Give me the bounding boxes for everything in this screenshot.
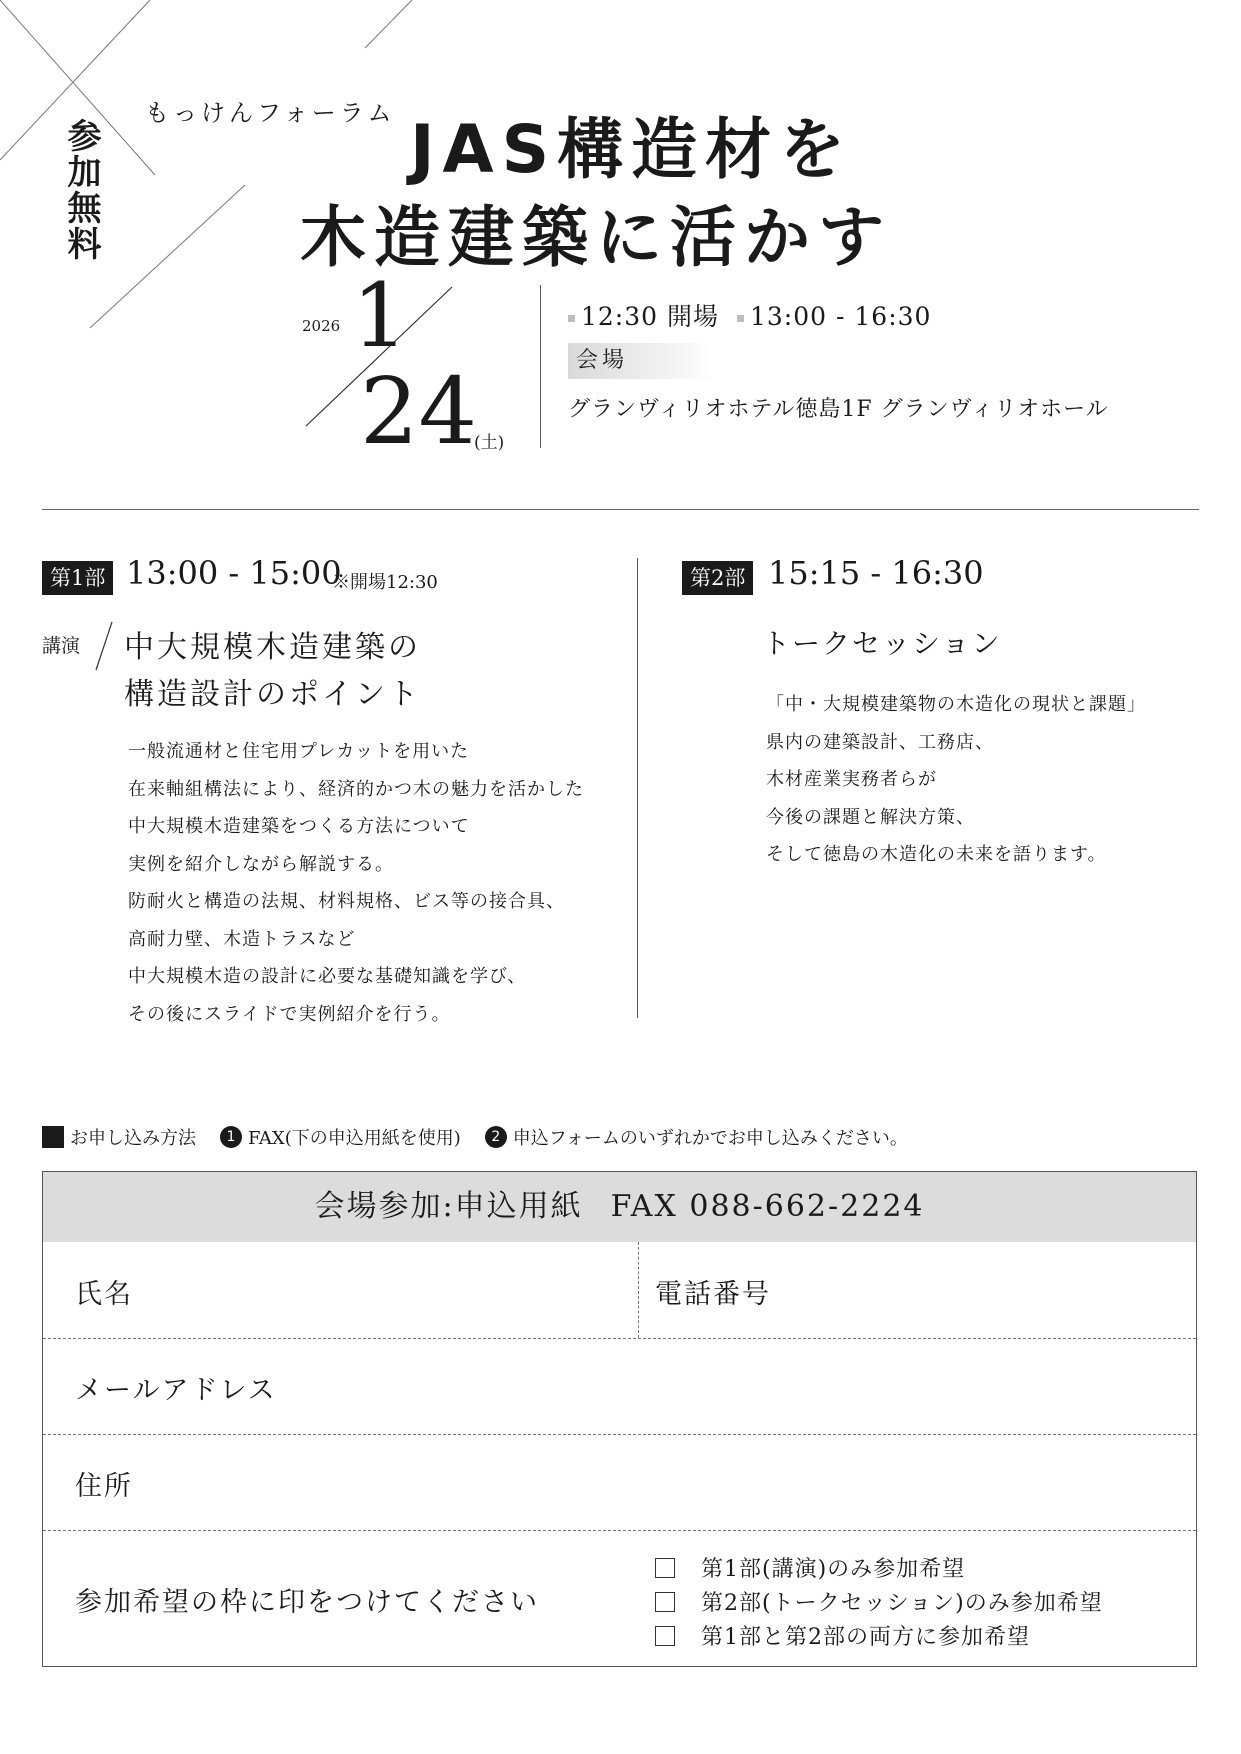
event-month: 1	[352, 264, 408, 367]
part1-time: 13:00 - 15:00	[126, 554, 342, 592]
event-time: 13:00 - 16:30	[750, 302, 932, 331]
option-part2-label: 第2部(トークセッション)のみ参加希望	[701, 1591, 1103, 1616]
row-divider	[43, 1434, 1196, 1435]
part2-tag: 第2部	[682, 561, 753, 595]
part1-title-line1: 中大規模木造建築の	[124, 630, 421, 665]
part1-description	[128, 733, 584, 1033]
application-method	[42, 1124, 908, 1150]
name-field-label: 氏名	[75, 1279, 133, 1310]
venue-name: グランヴィリオホテル徳島1F グランヴィリオホール	[568, 397, 1109, 422]
row-divider	[43, 1530, 1196, 1531]
desc-line: 一般流通材と住宅用プレカットを用いた	[128, 741, 470, 762]
form-title: 会場参加:申込用紙	[314, 1189, 583, 1224]
kind-slash	[0, 0, 1241, 700]
event-weekday: (土)	[474, 433, 505, 453]
apply-option-form: 申込フォームのいずれかでお申し込みください。	[512, 1128, 908, 1149]
part1-note: ※開場12:30	[332, 572, 438, 593]
row-divider	[43, 1338, 1196, 1339]
square-bullet-icon	[42, 1126, 64, 1148]
application-form	[42, 1171, 1197, 1667]
option-part1-label: 第1部(講演)のみ参加希望	[701, 1557, 966, 1582]
page-title-line1: JAS構造材を	[410, 111, 854, 188]
free-admission-badge: 参加無料	[61, 118, 101, 262]
desc-line: 今後の課題と解決方策、	[766, 806, 975, 828]
desc-line: その後にスライドで実例紹介を行う。	[128, 1003, 451, 1025]
part2-description	[766, 686, 1146, 874]
event-year: 2026	[302, 317, 341, 335]
desc-line: 在来軸組構法により、経済的かつ木の魅力を活かした	[128, 778, 584, 800]
desc-line: そして徳島の木造化の未来を語ります。	[766, 844, 1107, 865]
option-both-label: 第1部と第2部の両方に参加希望	[701, 1625, 1030, 1650]
desc-line: 高耐力壁、木造トラスなど	[128, 928, 356, 950]
phone-field-label: 電話番号	[655, 1279, 771, 1310]
desc-line: 「中・大規模建築物の木造化の現状と課題」	[766, 694, 1146, 715]
part2-title: トークセッション	[762, 627, 1002, 660]
forum-label: もっけんフォーラム	[145, 99, 396, 127]
form-fax: FAX 088-662-2224	[610, 1189, 925, 1224]
address-field-label: 住所	[75, 1471, 133, 1502]
desc-line: 中大規模木造建築をつくる方法について	[128, 816, 470, 837]
checkbox-both[interactable]	[655, 1626, 675, 1646]
option-part2[interactable]	[655, 1586, 1103, 1617]
apply-label: お申し込み方法	[70, 1128, 196, 1149]
part1-kind: 講演	[42, 635, 81, 657]
desc-line: 実例を紹介しながら解説する。	[128, 853, 394, 875]
event-day: 24	[360, 358, 478, 465]
option-part1[interactable]	[655, 1552, 965, 1583]
part2-time: 15:15 - 16:30	[768, 554, 984, 592]
choice-field-label: 参加希望の枠に印をつけてください	[75, 1587, 539, 1618]
number-1-icon: 1	[220, 1126, 242, 1148]
email-field-label: メールアドレス	[75, 1375, 277, 1406]
parts-divider	[637, 558, 638, 1018]
checkbox-part1[interactable]	[655, 1558, 675, 1578]
desc-line: 中大規模木造の設計に必要な基礎知識を学び、	[128, 966, 527, 987]
option-both[interactable]	[655, 1620, 1030, 1651]
number-2-icon: 2	[485, 1126, 507, 1148]
name-phone-divider	[638, 1242, 639, 1338]
form-header	[43, 1172, 1196, 1242]
desc-line: 防耐火と構造の法規、材料規格、ビス等の接合具、	[128, 891, 565, 912]
part1-title-line2: 構造設計のポイント	[124, 677, 421, 712]
venue-label: 会場	[568, 343, 716, 379]
open-time: 12:30 開場	[581, 302, 719, 331]
checkbox-part2[interactable]	[655, 1592, 675, 1612]
part1-tag: 第1部	[42, 561, 113, 595]
desc-line: 木材産業実務者らが	[766, 769, 937, 790]
apply-option-fax: FAX(下の申込用紙を使用)	[248, 1128, 461, 1149]
desc-line: 県内の建築設計、工務店、	[766, 731, 994, 753]
page-title-line2: 木造建築に活かす	[300, 199, 892, 276]
